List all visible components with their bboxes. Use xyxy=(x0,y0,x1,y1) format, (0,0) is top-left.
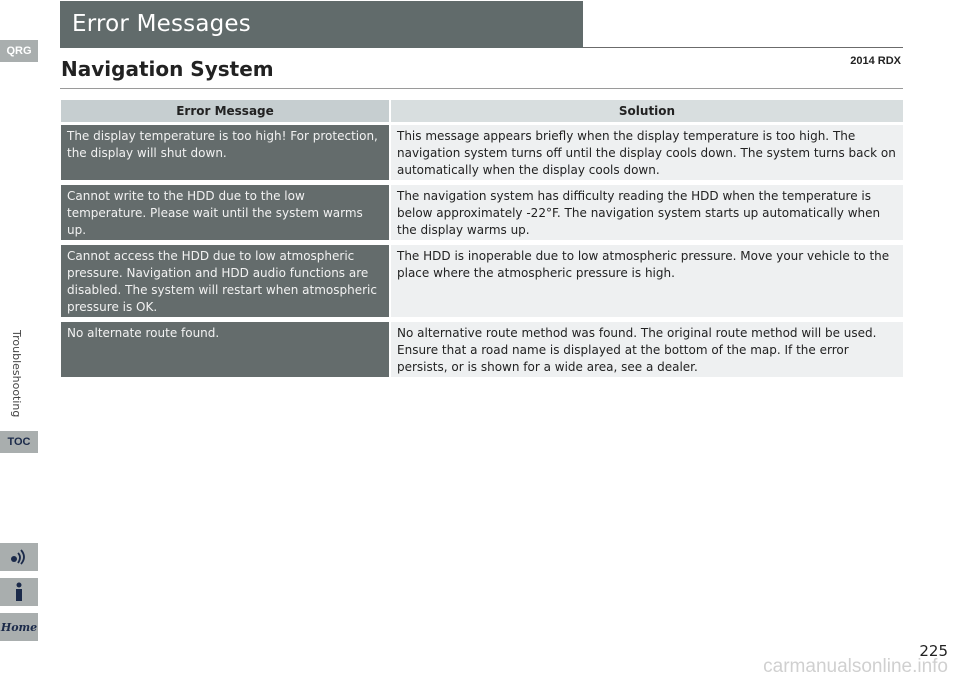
chapter-title: Error Messages xyxy=(72,11,251,37)
error-message-cell: The display temperature is too high! For protection, the display will shut down. xyxy=(61,125,389,180)
voice-command-tab[interactable] xyxy=(0,543,38,571)
chapter-banner xyxy=(60,1,583,48)
solution-cell: This message appears briefly when the display temperature is too high. The navigation system turns off until the display cools down. The system turns back on automatically when the display cools down. xyxy=(391,125,903,180)
section-side-label: Troubleshooting xyxy=(10,330,23,418)
error-table xyxy=(61,100,903,382)
banner-rule xyxy=(583,47,903,48)
table-row xyxy=(61,322,903,377)
solution-cell: No alternative route method was found. The original route method will be used. Ensure that a road name is displayed at the bottom of the map. If the error persists, or is shown for a wide area, see a dealer. xyxy=(391,322,903,377)
model-label: 2014 RDX xyxy=(850,55,901,67)
info-icon xyxy=(13,582,25,602)
home-icon: Home xyxy=(0,620,38,634)
error-message-cell: Cannot access the HDD due to low atmospheric pressure. Navigation and HDD audio functions are disabled. The system will restart when atmospheric pressure is OK. xyxy=(61,245,389,317)
table-row xyxy=(61,245,903,317)
table-header xyxy=(61,100,903,122)
solution-cell: The navigation system has difficulty reading the HDD when the temperature is below approximately -22°F. The navigation system starts up automatically when the display warms up. xyxy=(391,185,903,240)
solution-cell: The HDD is inoperable due to low atmospheric pressure. Move your vehicle to the place where the atmospheric pressure is high. xyxy=(391,245,903,317)
error-message-cell: Cannot write to the HDD due to the low temperature. Please wait until the system warms up. xyxy=(61,185,389,240)
error-message-cell: No alternate route found. xyxy=(61,322,389,377)
header-solution: Solution xyxy=(391,100,903,122)
title-divider xyxy=(60,88,903,89)
table-row xyxy=(61,125,903,180)
qrg-tab[interactable]: QRG xyxy=(0,40,38,62)
watermark: carmanualsonline.info xyxy=(763,656,948,677)
section-title: Navigation System xyxy=(61,57,274,81)
home-tab[interactable] xyxy=(0,613,38,641)
info-tab[interactable] xyxy=(0,578,38,606)
page-number: 225 xyxy=(919,642,948,660)
table-row xyxy=(61,185,903,240)
toc-tab[interactable]: TOC xyxy=(0,431,38,453)
header-error-message: Error Message xyxy=(61,100,389,122)
voice-command-icon xyxy=(8,548,30,566)
